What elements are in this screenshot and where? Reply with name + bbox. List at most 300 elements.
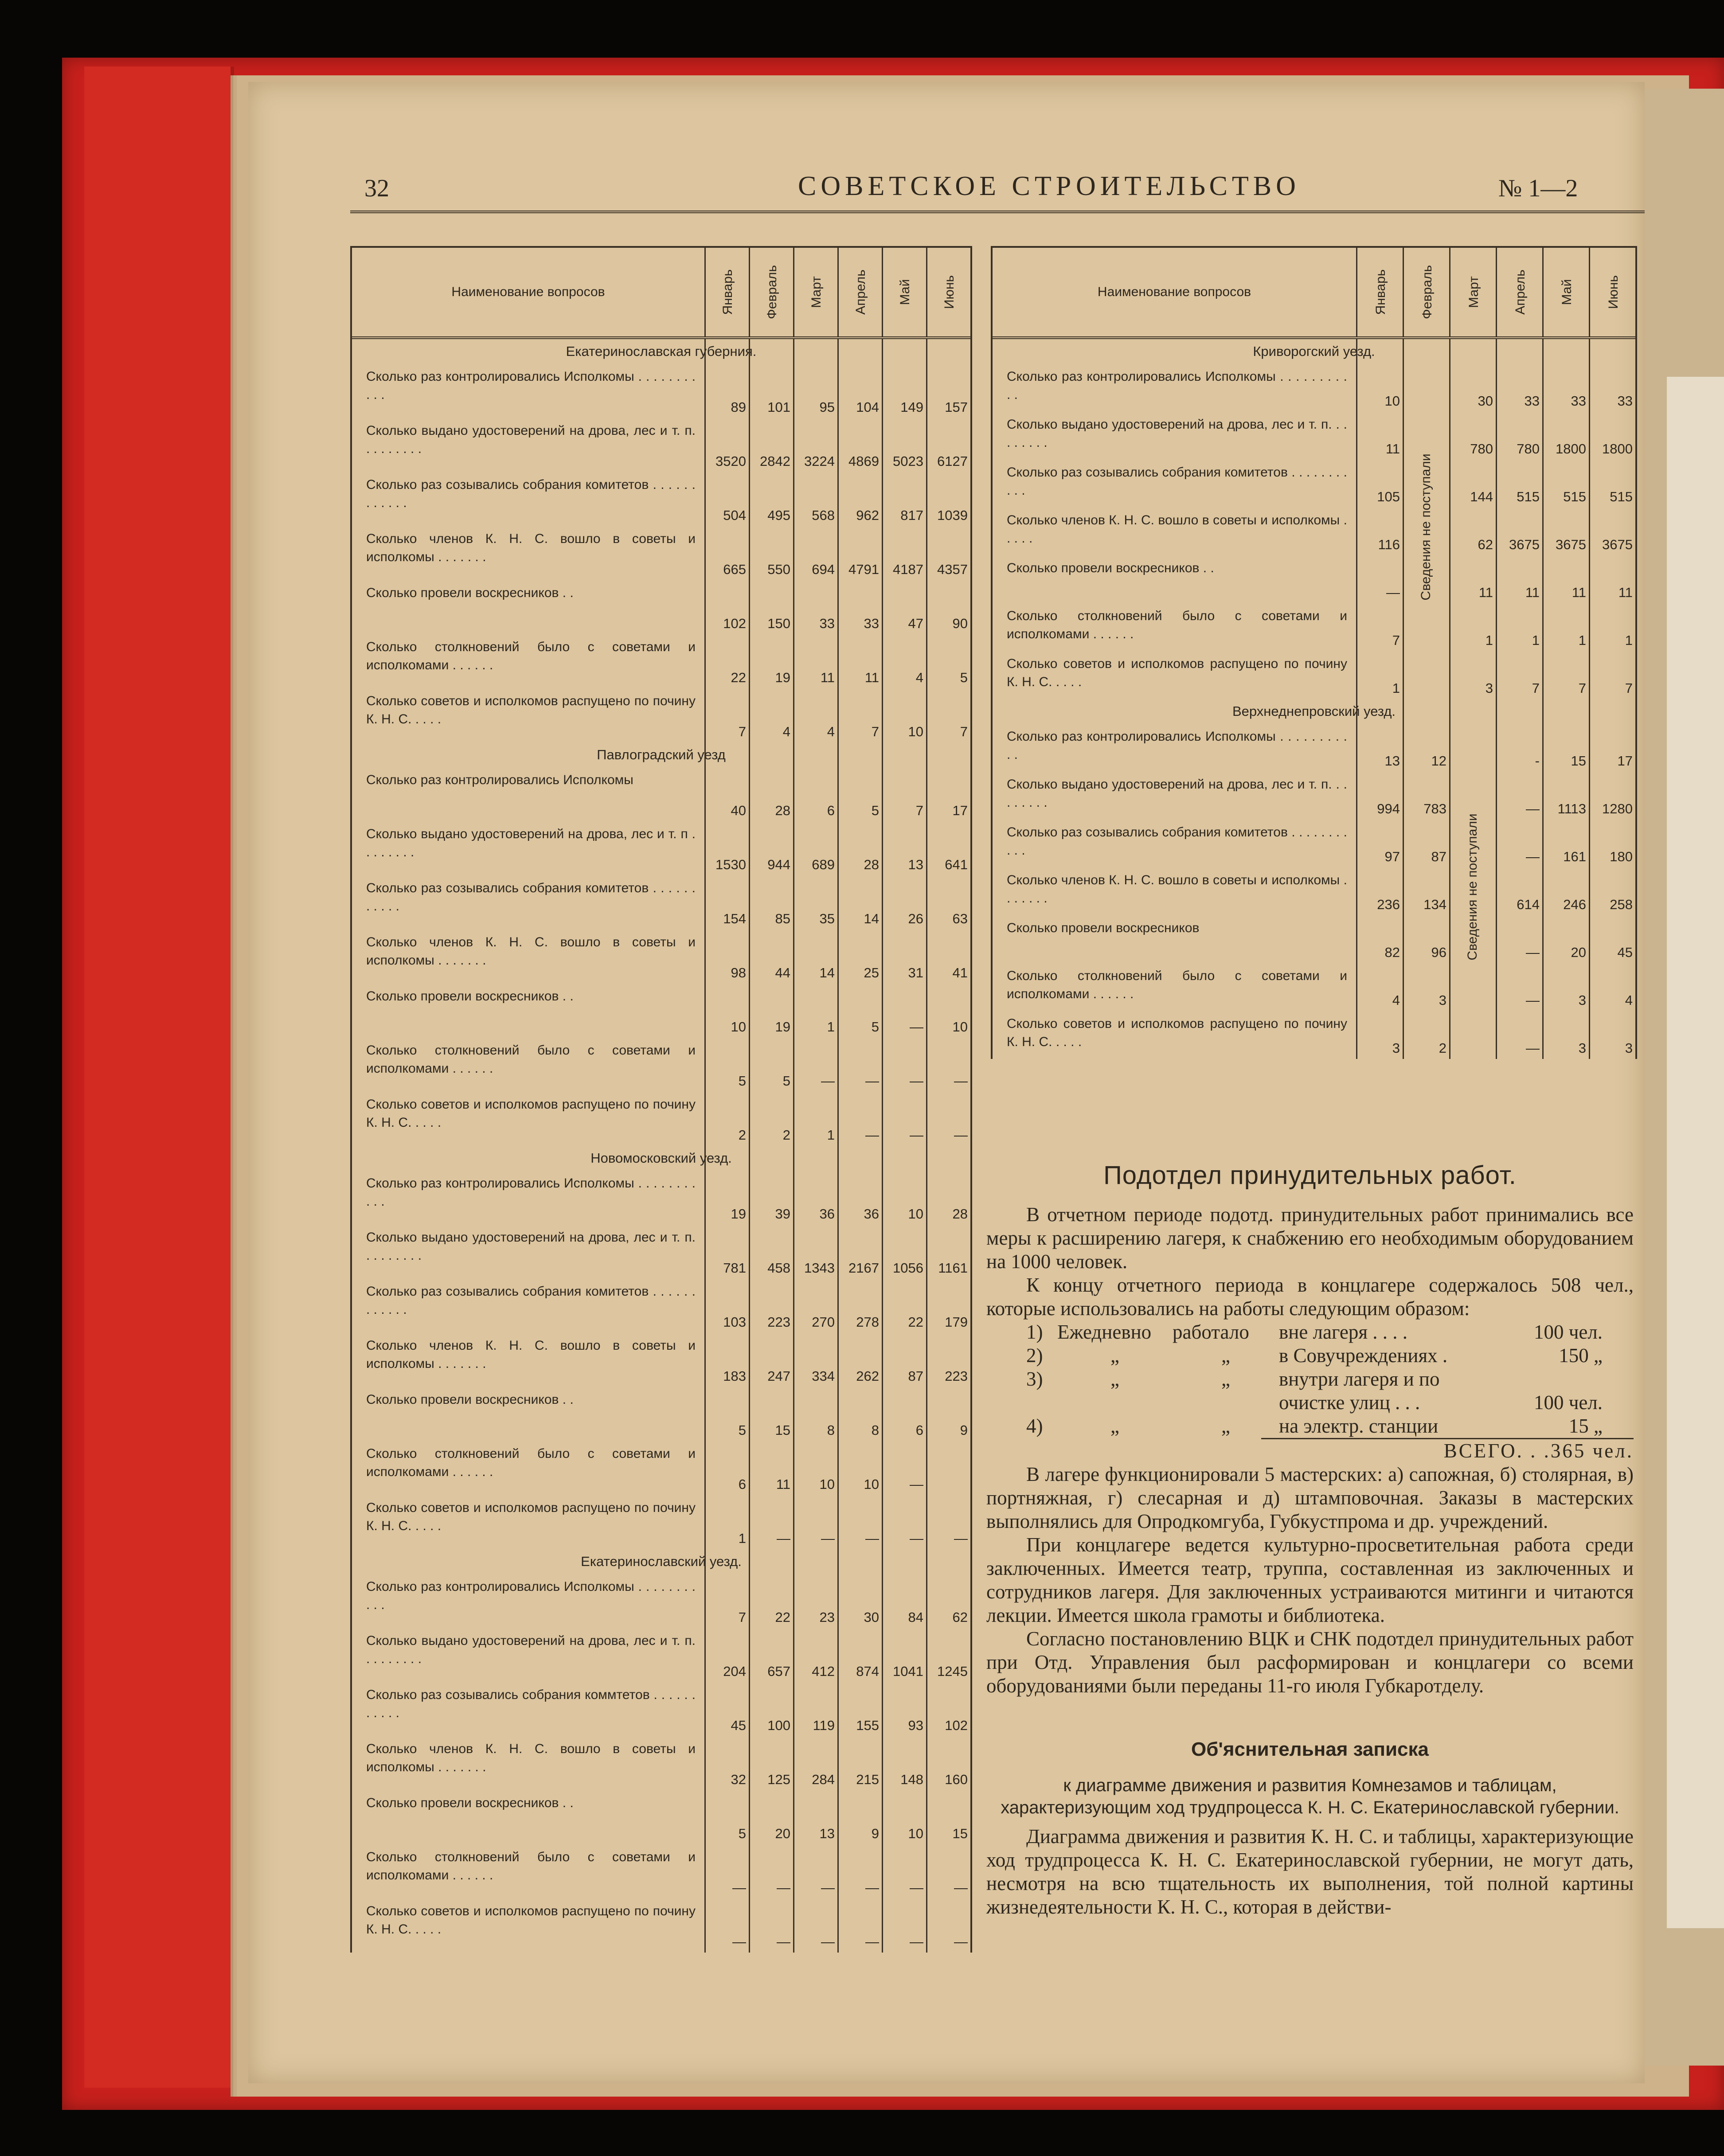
- value-cell: 4: [915, 670, 923, 685]
- value-cell: 4: [827, 724, 835, 739]
- value-cell: 7: [960, 724, 968, 739]
- column-rule: [704, 339, 706, 1953]
- value-cell: 45: [731, 1718, 746, 1733]
- question-cell: Сколько членов К. Н. С. вошло в советы и исполкомы . . . . . . .: [366, 1338, 696, 1371]
- value-cell: 4869: [848, 453, 879, 469]
- region-heading: Криворогский уезд.: [1253, 344, 1375, 359]
- work-list-n: [1026, 1391, 1057, 1414]
- table-row: [352, 1441, 970, 1495]
- value-cell: 180: [1610, 849, 1633, 864]
- table-row: [352, 1844, 970, 1898]
- question-cell: Сколько столкновений было с советами и исполкомами . . . . . .: [366, 1043, 696, 1076]
- value-cell: 12: [1431, 753, 1446, 769]
- value-cell: 5: [782, 1073, 790, 1089]
- value-cell: 10: [731, 1019, 746, 1035]
- work-list-d: 150 „: [1559, 1344, 1603, 1367]
- value-cell: —: [954, 1073, 968, 1089]
- work-list-d: 100 чел.: [1533, 1321, 1603, 1343]
- value-cell: —: [865, 1531, 879, 1546]
- value-cell: —: [1526, 1040, 1540, 1056]
- column-header-questions: Наименование вопросов: [451, 285, 605, 299]
- no-data-note: Сведения не поступали: [1418, 453, 1433, 601]
- value-cell: 105: [1377, 489, 1400, 504]
- work-list-item: [1026, 1320, 1634, 1344]
- value-cell: 33: [1617, 393, 1633, 409]
- value-cell: —: [865, 1880, 879, 1895]
- value-cell: 5023: [893, 453, 923, 469]
- column-rule: [926, 339, 927, 1953]
- value-cell: 247: [767, 1368, 790, 1384]
- table-row: [352, 1171, 970, 1225]
- value-cell: —: [910, 1127, 923, 1143]
- work-list-item: [1026, 1367, 1634, 1391]
- value-cell: 15: [775, 1422, 790, 1438]
- value-cell: 5: [871, 1019, 879, 1035]
- value-cell: 144: [1470, 489, 1493, 504]
- value-cell: 179: [945, 1314, 968, 1330]
- table-row: [352, 1333, 970, 1387]
- article-paragraph: При концлагере ведется культурно-просветительная работа среди заключенных. Имеется театр, труппа, составленная из заключенных и сотрудников лагеря. Для заключенных устраиваются митинги и читаются лекции. Имеется школа грамоты и библиотека.: [986, 1534, 1634, 1626]
- table-row: [993, 724, 1635, 772]
- column-header-month: [837, 248, 883, 336]
- question-cell: Сколько провели воскресников: [1007, 921, 1200, 935]
- value-cell: 31: [908, 965, 923, 980]
- work-list-a: Ежедневно: [1057, 1321, 1152, 1343]
- value-cell: 1245: [937, 1664, 968, 1679]
- question-cell: Сколько раз контролировались Исполкомы . . . . . . . . . . .: [1007, 369, 1347, 402]
- value-cell: 7: [1625, 680, 1633, 696]
- column-header-month: [704, 248, 750, 336]
- table-row: [352, 1092, 970, 1146]
- question-cell: Сколько выдано удостоверений на дрова, лес и т. п. . . . . . . . .: [366, 423, 696, 456]
- value-cell: 1041: [893, 1664, 923, 1679]
- value-cell: 45: [1617, 945, 1633, 960]
- value-cell: 90: [952, 616, 968, 631]
- table-body: [993, 339, 1635, 1059]
- value-cell: —: [732, 1934, 746, 1949]
- column-rule: [1542, 339, 1544, 1059]
- table-row: [352, 688, 970, 742]
- table-row: [352, 580, 970, 634]
- value-cell: 1: [1392, 680, 1400, 696]
- value-cell: 1161: [938, 1260, 968, 1276]
- value-cell: 1: [1578, 633, 1586, 648]
- table-row: [352, 875, 970, 930]
- value-cell: 5: [871, 803, 879, 818]
- table-row: [352, 1628, 970, 1682]
- issue-number: № 1—2: [1498, 175, 1578, 202]
- value-cell: 5: [738, 1422, 746, 1438]
- work-list-b: „: [1221, 1415, 1230, 1437]
- question-cell: Сколько раз созывались собрания коммтетов . . . . . . . . . . .: [366, 1687, 696, 1720]
- question-cell: Сколько раз контролировались Исполкомы . . . . . . . . . . .: [366, 1579, 696, 1612]
- value-cell: 780: [1517, 441, 1540, 457]
- question-cell: Сколько советов и исполкомов распущено по почину К. Н. С. . . . .: [366, 1904, 696, 1937]
- value-cell: 1: [1532, 633, 1540, 648]
- value-cell: 215: [856, 1772, 879, 1787]
- value-cell: 3675: [1556, 537, 1586, 552]
- value-cell: 33: [1571, 393, 1586, 409]
- value-cell: 103: [723, 1314, 746, 1330]
- note-subtitle: к диаграмме движения и развития Комнезамов и таблицам, характеризующим ход трудпроцесса К. Н. С. Екатеринославской губернии.: [1001, 1776, 1619, 1817]
- question-cell: Сколько советов и исполкомов распущено по почину К. Н. С. . . . .: [1007, 1016, 1347, 1049]
- value-cell: 116: [1378, 537, 1400, 552]
- question-cell: Сколько советов и исполкомов распущено по почину К. Н. С. . . . .: [366, 1097, 696, 1130]
- table-row: [993, 651, 1635, 699]
- value-cell: —: [1526, 945, 1540, 960]
- journal-title: СОВЕТСКОЕ СТРОИТЕЛЬСТВО: [798, 171, 1300, 201]
- value-cell: 1: [1485, 633, 1493, 648]
- question-cell: Сколько членов К. Н. С. вошло в советы и исполкомы . . . . . . .: [1007, 873, 1347, 906]
- value-cell: 1530: [715, 857, 746, 872]
- column-header-month: [793, 248, 839, 336]
- value-cell: 93: [908, 1718, 923, 1733]
- value-cell: 614: [1517, 897, 1540, 912]
- table-row: [352, 1495, 970, 1549]
- value-cell: 1800: [1602, 441, 1633, 457]
- question-cell: Сколько выдано удостоверений на дрова, лес и т. п. . . . . . . . .: [1007, 777, 1347, 810]
- column-rule: [793, 339, 794, 1953]
- region-heading: Екатеринославский уезд.: [581, 1554, 742, 1569]
- table-row: [993, 1011, 1635, 1059]
- table-row: [352, 364, 970, 418]
- table-row: [993, 963, 1635, 1011]
- value-cell: 694: [812, 562, 835, 577]
- article-paragraph: Согласно постановлению ВЦК и СНК подотдел принудительных работ при Отд. Управления был расформирован и концлагери со всеми оборудованиями были переданы 11-го июля Губкаротделу.: [986, 1628, 1634, 1697]
- value-cell: —: [910, 1531, 923, 1546]
- value-cell: 28: [775, 803, 790, 818]
- region-heading: Екатеринославская губерния.: [566, 344, 757, 359]
- value-cell: 7: [738, 1609, 746, 1625]
- value-cell: 944: [767, 857, 790, 872]
- value-cell: 17: [1617, 753, 1633, 769]
- value-cell: —: [910, 1880, 923, 1895]
- table-row: [352, 984, 970, 1038]
- value-cell: 44: [775, 965, 790, 980]
- month-label: Январь: [720, 269, 735, 315]
- value-cell: 19: [775, 1019, 790, 1035]
- value-cell: —: [865, 1127, 879, 1143]
- table-row: [352, 1574, 970, 1628]
- value-cell: 2: [782, 1127, 790, 1143]
- value-cell: 6: [827, 803, 835, 818]
- value-cell: 36: [864, 1206, 879, 1222]
- question-cell: Сколько раз контролировались Исполкомы: [366, 773, 633, 787]
- value-cell: 10: [908, 1826, 923, 1841]
- value-cell: 11: [1572, 585, 1586, 600]
- value-cell: 515: [1563, 489, 1586, 504]
- value-cell: 15: [952, 1826, 968, 1841]
- question-cell: Сколько столкновений было с советами и исполкомами . . . . . .: [366, 640, 696, 672]
- value-cell: 1: [827, 1019, 835, 1035]
- question-cell: Сколько раз созывались собрания комитетов . . . . . . . . . . .: [366, 881, 696, 914]
- value-cell: 223: [945, 1368, 968, 1384]
- value-cell: 781: [723, 1260, 746, 1276]
- column-header-questions: Наименование вопросов: [1097, 285, 1251, 299]
- value-cell: 157: [945, 399, 968, 415]
- value-cell: 780: [1470, 441, 1493, 457]
- question-cell: Сколько выдано удостоверений на дрова, лес и т. п. . . . . . . . .: [366, 1633, 696, 1666]
- value-cell: 154: [723, 911, 746, 926]
- value-cell: 3224: [804, 453, 835, 469]
- table-row: [352, 526, 970, 580]
- value-cell: 33: [819, 616, 835, 631]
- value-cell: —: [821, 1934, 835, 1949]
- value-cell: 28: [864, 857, 879, 872]
- value-cell: 2: [1439, 1040, 1446, 1056]
- column-header-month: [926, 248, 972, 336]
- value-cell: 11: [1525, 585, 1540, 600]
- value-cell: 3: [1578, 992, 1586, 1008]
- table-row: [352, 418, 970, 472]
- work-list-a: „: [1110, 1368, 1119, 1390]
- value-cell: 334: [812, 1368, 835, 1384]
- table-row: [352, 1279, 970, 1333]
- work-list-c: вне лагеря . . . .: [1279, 1321, 1408, 1343]
- question-cell: Сколько советов и исполкомов распущено по почину К. Н. С. . . . .: [366, 694, 696, 726]
- value-cell: 204: [723, 1664, 746, 1679]
- table-row: [993, 603, 1635, 651]
- question-cell: Сколько провели воскресников . .: [366, 1392, 574, 1407]
- question-cell: Сколько столкновений было с советами и исполкомами . . . . . .: [366, 1446, 696, 1479]
- table-row: [993, 364, 1635, 412]
- article-paragraph: К концу отчетного периода в концлагере содержалось 508 чел., которые использовались на работы следующим образом:: [986, 1274, 1634, 1320]
- value-cell: 4187: [893, 562, 923, 577]
- table-row: [993, 412, 1635, 460]
- table-row: [993, 460, 1635, 508]
- value-cell: 262: [856, 1368, 879, 1384]
- value-cell: —: [777, 1934, 790, 1949]
- value-cell: —: [865, 1934, 879, 1949]
- column-rule: [1356, 339, 1357, 1059]
- month-label: Июнь: [1606, 275, 1621, 309]
- value-cell: 689: [812, 857, 835, 872]
- work-list-n: 4): [1026, 1415, 1043, 1437]
- question-cell: Сколько провели воскресников . .: [366, 586, 574, 600]
- value-cell: 7: [1532, 680, 1540, 696]
- month-label: Апрель: [1513, 270, 1528, 315]
- value-cell: 10: [819, 1476, 835, 1492]
- table-row: [993, 508, 1635, 555]
- value-cell: 183: [723, 1368, 746, 1384]
- value-cell: 33: [864, 616, 879, 631]
- value-cell: 14: [864, 911, 879, 926]
- value-cell: 150: [767, 616, 790, 631]
- question-cell: Сколько выдано удостоверений на дрова, лес и т. п. . . . . . . . .: [366, 1230, 696, 1263]
- value-cell: 495: [767, 508, 790, 523]
- value-cell: 13: [1384, 753, 1400, 769]
- work-list-item: [1026, 1414, 1634, 1438]
- value-cell: 994: [1377, 801, 1400, 816]
- left-statistics-table: [350, 246, 972, 1953]
- work-list-c: на электр. станции: [1279, 1415, 1439, 1437]
- value-cell: 246: [1563, 897, 1586, 912]
- value-cell: —: [821, 1073, 835, 1089]
- value-cell: 102: [945, 1718, 968, 1733]
- work-distribution-list: [986, 1320, 1634, 1438]
- value-cell: 3: [1625, 1040, 1633, 1056]
- question-cell: Сколько провели воскресников . .: [1007, 561, 1214, 575]
- value-cell: 4: [1392, 992, 1400, 1008]
- question-cell: Сколько столкновений было с советами и исполкомами . . . . . .: [1007, 969, 1347, 1001]
- cover-inner-edge: [84, 66, 234, 2088]
- table-row: [352, 821, 970, 875]
- value-cell: 63: [952, 911, 968, 926]
- table-row: [993, 915, 1635, 963]
- table-row: [352, 1898, 970, 1953]
- column-rule: [1449, 339, 1450, 1059]
- value-cell: 11: [1478, 585, 1493, 600]
- work-list-c: в Совучреждениях .: [1279, 1344, 1448, 1367]
- value-cell: 10: [952, 1019, 968, 1035]
- question-cell: Сколько раз созывались собрания комитетов . . . . . . . . . . .: [1007, 825, 1347, 858]
- value-cell: 97: [1384, 849, 1400, 864]
- right-statistics-table: [991, 246, 1637, 1059]
- column-rule: [1496, 339, 1497, 1059]
- value-cell: 20: [1571, 945, 1586, 960]
- question-cell: Сколько советов и исполкомов распущено по почину К. Н. С. . . . .: [366, 1500, 696, 1533]
- work-list-d: 15 „: [1568, 1415, 1603, 1437]
- value-cell: 47: [908, 616, 923, 631]
- table-row: [352, 1736, 970, 1790]
- value-cell: 149: [900, 399, 923, 415]
- value-cell: —: [1386, 585, 1400, 600]
- question-cell: Сколько членов К. Н. С. вошло в советы и исполкомы . . . . .: [1007, 513, 1347, 546]
- table-row: [993, 772, 1635, 820]
- value-cell: 14: [819, 965, 835, 980]
- article-column: [986, 1161, 1634, 1919]
- journal-page: [248, 82, 1645, 2083]
- header-rule: [350, 211, 1645, 213]
- value-cell: 4: [782, 724, 790, 739]
- value-cell: 1039: [937, 508, 968, 523]
- table-header: [352, 246, 970, 339]
- table-row: [993, 820, 1635, 867]
- value-cell: 515: [1517, 489, 1540, 504]
- question-cell: Сколько членов К. Н. С. вошло в советы и исполкомы . . . . . . .: [366, 935, 696, 968]
- value-cell: 4791: [848, 562, 879, 577]
- value-cell: 22: [775, 1609, 790, 1625]
- value-cell: 17: [952, 803, 968, 818]
- column-header-month: [1449, 248, 1497, 336]
- value-cell: 1: [827, 1127, 835, 1143]
- value-cell: 13: [908, 857, 923, 872]
- value-cell: 6: [915, 1422, 923, 1438]
- value-cell: —: [954, 1934, 968, 1949]
- value-cell: 504: [723, 508, 746, 523]
- month-label: Апрель: [853, 270, 868, 315]
- value-cell: 2842: [760, 453, 790, 469]
- value-cell: —: [910, 1073, 923, 1089]
- value-cell: 1: [738, 1531, 746, 1546]
- value-cell: 7: [1392, 633, 1400, 648]
- table-row: [352, 1790, 970, 1844]
- region-heading: Верхнеднепровский уезд.: [1232, 703, 1396, 719]
- question-cell: Сколько раз контролировались Исполкомы . . . . . . . . . . .: [366, 369, 696, 402]
- value-cell: —: [910, 1476, 923, 1492]
- value-cell: 278: [856, 1314, 879, 1330]
- value-cell: 62: [952, 1609, 968, 1625]
- value-cell: 30: [864, 1609, 879, 1625]
- value-cell: 35: [819, 911, 835, 926]
- value-cell: —: [1526, 849, 1540, 864]
- month-label: Июнь: [942, 275, 957, 309]
- value-cell: 3675: [1602, 537, 1633, 552]
- work-list-d: 100 чел.: [1533, 1391, 1603, 1414]
- value-cell: 84: [908, 1609, 923, 1625]
- value-cell: 11: [1385, 441, 1400, 457]
- work-list-b: „: [1221, 1368, 1230, 1390]
- column-header-month: [1589, 248, 1637, 336]
- value-cell: 19: [775, 670, 790, 685]
- value-cell: 11: [776, 1476, 790, 1492]
- value-cell: 657: [767, 1664, 790, 1679]
- work-list-d: [1501, 1367, 1603, 1391]
- value-cell: 270: [812, 1314, 835, 1330]
- work-list-a: [1057, 1391, 1173, 1414]
- value-cell: 104: [856, 399, 879, 415]
- value-cell: 10: [864, 1476, 879, 1492]
- work-list-n: 2): [1026, 1344, 1043, 1367]
- table-row: [993, 867, 1635, 915]
- value-cell: —: [1526, 992, 1540, 1008]
- table-row: [352, 472, 970, 526]
- question-cell: Сколько советов и исполкомов распущено по почину К. Н. С. . . . .: [1007, 656, 1347, 689]
- question-cell: Сколько столкновений было с советами и исполкомами . . . . . .: [366, 1850, 696, 1883]
- value-cell: 412: [812, 1664, 835, 1679]
- question-cell: Сколько раз созывались собрания комитетов . . . . . . . . . . . .: [366, 477, 696, 510]
- value-cell: 100: [767, 1718, 790, 1733]
- value-cell: 665: [723, 562, 746, 577]
- value-cell: —: [1526, 801, 1540, 816]
- value-cell: —: [865, 1073, 879, 1089]
- table-row: [352, 1038, 970, 1092]
- value-cell: 9: [960, 1422, 968, 1438]
- work-list-b: „: [1221, 1344, 1230, 1367]
- value-cell: 148: [900, 1772, 923, 1787]
- value-cell: 39: [775, 1206, 790, 1222]
- value-cell: 85: [775, 911, 790, 926]
- value-cell: 20: [775, 1826, 790, 1841]
- value-cell: 28: [952, 1206, 968, 1222]
- value-cell: 1280: [1602, 801, 1633, 816]
- value-cell: 1800: [1556, 441, 1586, 457]
- work-total: ВСЕГО. . .365 чел.: [1261, 1438, 1634, 1463]
- work-list-a: „: [1110, 1415, 1119, 1437]
- month-label: Май: [1559, 279, 1574, 305]
- value-cell: 33: [1524, 393, 1540, 409]
- value-cell: 1343: [804, 1260, 835, 1276]
- value-cell: 6127: [937, 453, 968, 469]
- table-row: [352, 634, 970, 688]
- value-cell: 5: [960, 670, 968, 685]
- value-cell: 96: [1431, 945, 1446, 960]
- value-cell: 87: [908, 1368, 923, 1384]
- article-paragraph: Диаграмма движения и развития К. Н. С. и таблицы, характеризующие ход трудпроцесса К. Н. С. Екатеринославской губернии, не могут дать, несмотря на всю тщательность их выполнения, той полной картины жизнедеятельности К. Н. С., которая в действи-: [986, 1825, 1634, 1918]
- value-cell: 568: [812, 508, 835, 523]
- value-cell: 8: [827, 1422, 835, 1438]
- month-label: Февраль: [1419, 265, 1435, 319]
- value-cell: 87: [1431, 849, 1446, 864]
- work-list-n: 3): [1026, 1368, 1043, 1390]
- work-list-item: [1026, 1391, 1634, 1414]
- column-rule: [749, 339, 750, 1953]
- value-cell: 23: [819, 1609, 835, 1625]
- value-cell: 15: [1571, 753, 1586, 769]
- value-cell: 32: [731, 1772, 746, 1787]
- article-title: Подотдел принудительных работ.: [1103, 1161, 1517, 1190]
- column-rule: [837, 339, 839, 1953]
